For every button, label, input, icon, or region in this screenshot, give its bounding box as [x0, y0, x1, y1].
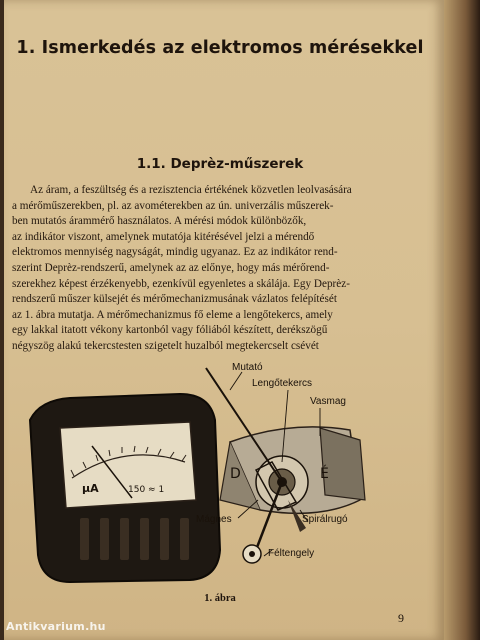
paragraph-line: szerekhez képest érzékenyebb, ezenkívül egyenletes a skálája. Egy Deprèz-	[12, 277, 350, 290]
paragraph-line: Az áram, a feszültség és a rezisztencia értékének közvetlen leolvasására	[30, 184, 352, 196]
meter-model-label: 150 ≈ 1	[128, 485, 165, 495]
paragraph-line: rendszerű műszer külsejét és mérőmechanizmusának vázlatos felépítését	[12, 293, 337, 306]
paragraph-line: ben mutatós árammérő használatos. A mérési módok különbözők,	[12, 215, 307, 228]
body-paragraph	[12, 183, 386, 355]
label-mutato: Mutató	[232, 362, 263, 373]
label-feltengely: Féltengely	[268, 548, 315, 559]
figure-caption: 1. ábra	[204, 593, 236, 604]
book-spine	[444, 0, 480, 640]
chapter-title: 1. Ismerkedés az elektromos mérésekkel	[16, 38, 424, 58]
paragraph-line: a mérőműszerekben, pl. az avométerekben az ún. univerzális műszerek-	[12, 199, 334, 212]
section-title: 1.1. Deprèz-műszerek	[136, 156, 304, 172]
figure-meter-diagram	[20, 350, 370, 590]
paragraph-line: szerint Deprèz-rendszerű, amelynek az az előnye, hogy más mérőrend-	[12, 261, 330, 274]
label-magnes: Mágnes	[196, 514, 232, 525]
meter-housing	[30, 394, 220, 582]
pole-label-e: É	[320, 466, 329, 482]
paragraph-line: az 1. ábra mutatja. A mérőmechanizmus fő eleme a lengőtekercs, amely	[12, 308, 333, 321]
label-spiralrugo: Spirálrugó	[302, 514, 348, 525]
pole-label-d: D	[230, 466, 241, 482]
label-vasmag: Vasmag	[310, 396, 346, 407]
paragraph-line: elektromos mennyiség nagyságát, mindig ugyanaz. Ez az indikátor rend-	[12, 246, 338, 259]
page-number: 9	[398, 611, 404, 625]
label-lengotekercs: Lengőtekercs	[252, 378, 313, 389]
paragraph-line: egy lakkal itatott vékony kartonból vagy fóliából készített, derékszögű	[12, 324, 328, 337]
watermark-logo: Antikvarium.hu	[6, 620, 106, 633]
paragraph-line: négyszög alakú tekercstesten szigetelt huzalból megtekercselt csévét	[12, 339, 319, 352]
meter-illustration	[20, 350, 370, 590]
meter-unit-label: μA	[82, 482, 99, 495]
paragraph-line: az indikátor viszont, amelynek mutatója kitérésével jelzi a mérendő	[12, 230, 315, 243]
